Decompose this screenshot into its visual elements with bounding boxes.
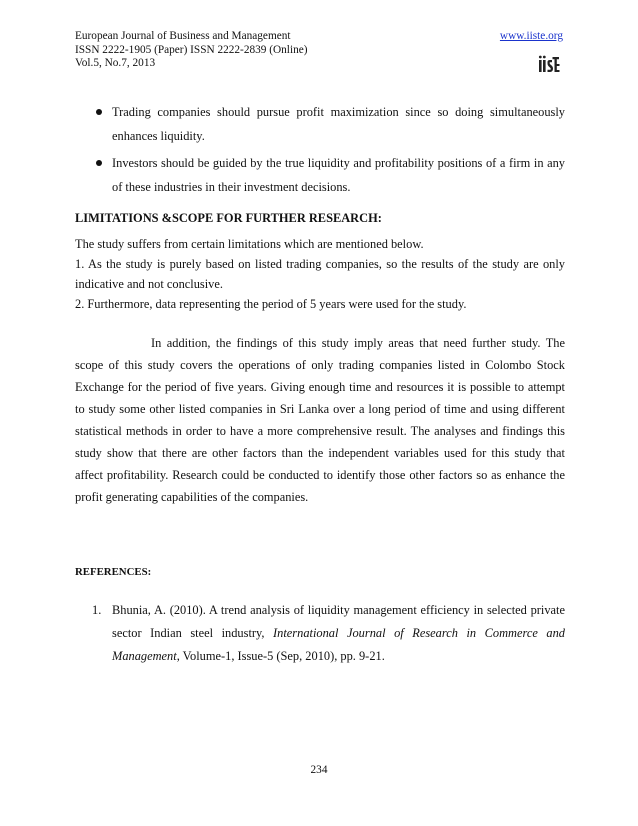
bullet-icon [96,160,102,166]
limitation-point-1: 1. As the study is purely based on listed trading companies, so the results of the study are only indicative and not conclusive. [75,257,565,291]
limitations-heading: LIMITATIONS &SCOPE FOR FURTHER RESEARCH: [75,211,382,225]
page-header [75,30,565,71]
reference-number: 1. [92,603,102,617]
bullet-text: Trading companies should pursue profit maximization since so doing simultaneously enhances liquidity. [112,105,565,143]
list-item [75,151,565,199]
iiste-logo [538,55,560,73]
journal-url-link[interactable]: www.iiste.org [499,30,563,42]
page-number: 234 [310,764,328,776]
issn-line: ISSN 2222-1905 (Paper) ISSN 2222-2839 (Online) [75,43,308,56]
list-item [75,100,565,148]
reference-journal: International Journal of Research in Commerce and Management [112,626,565,663]
reference-text-after: , Volume-1, Issue-5 (Sep, 2010), pp. 9-21. [176,649,385,663]
limitation-point-2: 2. Furthermore, data representing the period of 5 years were used for the study. [75,297,467,311]
reference-text-before: Bhunia, A. (2010). A trend analysis of liquidity management efficiency in selected private sector Indian steel industry, [112,603,565,640]
limitations-points [75,234,565,314]
limitations-intro: The study suffers from certain limitations which are mentioned below. [75,237,424,251]
references-heading: REFERENCES: [75,566,152,578]
journal-name: European Journal of Business and Management [75,30,291,42]
bullet-icon [96,109,102,115]
reference-item [75,599,565,668]
references-list [75,599,565,668]
recommendation-list [75,100,565,202]
volume-line: Vol.5, No.7, 2013 [75,57,156,70]
bullet-text: Investors should be guided by the true liquidity and profitability positions of a firm in any of these industries in their investment decisions. [112,156,565,194]
further-research-paragraph: In addition, the findings of this study imply areas that need further study. The scope of this study covers the operations of only trading companies listed in Colombo Stock Exchange for the period of five years. Giving enough time and resources it is possible to attempt to study some other listed companies in Sri Lanka over a long period of time and using different statistical methods in order to have a more comprehensive result. The analyses and findings this study show that there are other factors than the independent variables used for this study that affect profitability. Research could be conducted to identify those other factors so as enhance the profit generating capabilities of the companies. [75,336,565,504]
